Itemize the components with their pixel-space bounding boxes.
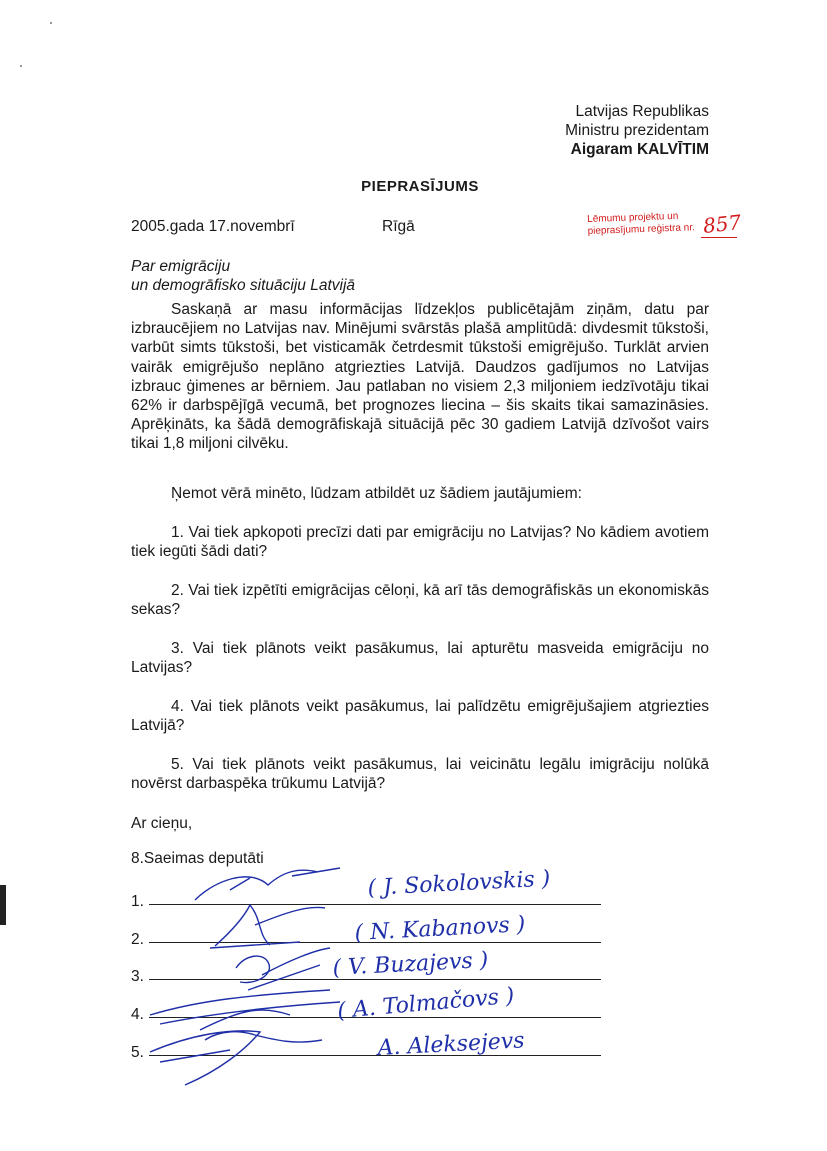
stamp-line-2: pieprasījumu reģistra nr. xyxy=(587,222,696,237)
signature-rule xyxy=(149,904,601,905)
addressee-line-1: Latvijas Republikas xyxy=(575,103,709,120)
signature-rule xyxy=(149,979,601,980)
registry-number: 857 xyxy=(701,210,743,238)
intro-paragraph: Saskaņā ar masu informācijas līdzekļos publicētajām ziņām, datu par izbraucējiem no Latvijas nav. Minējumi svārstās plašā amplitūdā: divdesmit tūkstoši, varbūt simts tūkstoši, bet visticamāk četrdesmit tūkstoši emigrējušo. Turklāt arvien vairāk emigrējušo neplāno atgriezties Latvijā. Daudzos gadījumos no Latvijas izbrauc ģimenes ar bērniem. Jau patlaban no visiem 2,3 miljoniem iedzīvotāju tikai 62% ir darbspējīgā vecumā, bet prognozes liecina – šis skaits tikai samazināsies. Aprēķināts, ka šādā demogrāfiskajā situācijā pēc 30 gadiem Latvijā dzīvošot vairs tikai 1,8 miljoni cilvēku. xyxy=(131,301,709,453)
signature-line xyxy=(131,923,601,948)
signature-number: 1. xyxy=(131,893,144,910)
subject-block xyxy=(131,257,355,295)
signature-name-3: ( V. Buzajevs ) xyxy=(332,947,489,981)
addressee-line-2: Ministru prezidentam xyxy=(565,122,709,139)
signature-rule xyxy=(149,1017,601,1018)
question-3: 3. Vai tiek plānots veikt pasākumus, lai apturētu masveida emigrāciju no Latvijas? xyxy=(131,640,709,677)
addressee-block xyxy=(565,102,709,159)
document-title: PIEPRASĪJUMS xyxy=(361,178,479,195)
closing: Ar cieņu, xyxy=(131,815,193,832)
signature-rule xyxy=(149,942,601,943)
scan-speck xyxy=(20,65,22,67)
signature-line xyxy=(131,960,601,985)
signature-name-4: ( A. Tolmačovs ) xyxy=(336,983,516,1024)
question-4: 4. Vai tiek plānots veikt pasākumus, lai palīdzētu emigrējušajiem atgriezties Latvijā? xyxy=(131,698,709,735)
subject-line-2: un demogrāfisko situāciju Latvijā xyxy=(131,277,356,294)
request-paragraph: Ņemot vērā minēto, lūdzam atbildēt uz šādiem jautājumiem: xyxy=(171,485,582,502)
document-place: Rīgā xyxy=(382,218,415,235)
scan-speck xyxy=(50,22,52,24)
registry-number-underline xyxy=(701,237,737,238)
signature-name-5: A. Aleksejevs xyxy=(377,1028,526,1061)
signature-name-2: ( N. Kabanovs ) xyxy=(354,912,526,946)
registry-stamp xyxy=(587,210,695,238)
question-2: 2. Vai tiek izpētīti emigrācijas cēloņi, kā arī tās demogrāfiskās un ekonomiskās sekas? xyxy=(131,582,709,619)
signature-number: 5. xyxy=(131,1044,144,1061)
addressee-name: Aigaram KALVĪTIM xyxy=(570,141,709,158)
signature-number: 4. xyxy=(131,1006,144,1023)
question-5: 5. Vai tiek plānots veikt pasākumus, lai veicinātu legālu imigrāciju nolūkā novērst darbaspēka trūkumu Latvijā? xyxy=(131,756,709,793)
signature-number: 2. xyxy=(131,931,144,948)
signature-name-1: ( J. Sokolovskis ) xyxy=(367,866,551,901)
subject-line-1: Par emigrāciju xyxy=(131,258,231,275)
signers-heading: 8.Saeimas deputāti xyxy=(131,850,264,867)
scan-edge-mark xyxy=(0,885,6,925)
signature-number: 3. xyxy=(131,968,144,985)
signature-rule xyxy=(149,1055,601,1056)
stamp-line-1: Lēmumu projektu un xyxy=(587,210,679,225)
signature-line xyxy=(131,885,601,910)
document-date: 2005.gada 17.novembrī xyxy=(131,218,295,235)
signature-line xyxy=(131,1036,601,1061)
question-1: 1. Vai tiek apkopoti precīzi dati par emigrāciju no Latvijas? No kādiem avotiem tiek iegūti šādi dati? xyxy=(131,524,709,561)
